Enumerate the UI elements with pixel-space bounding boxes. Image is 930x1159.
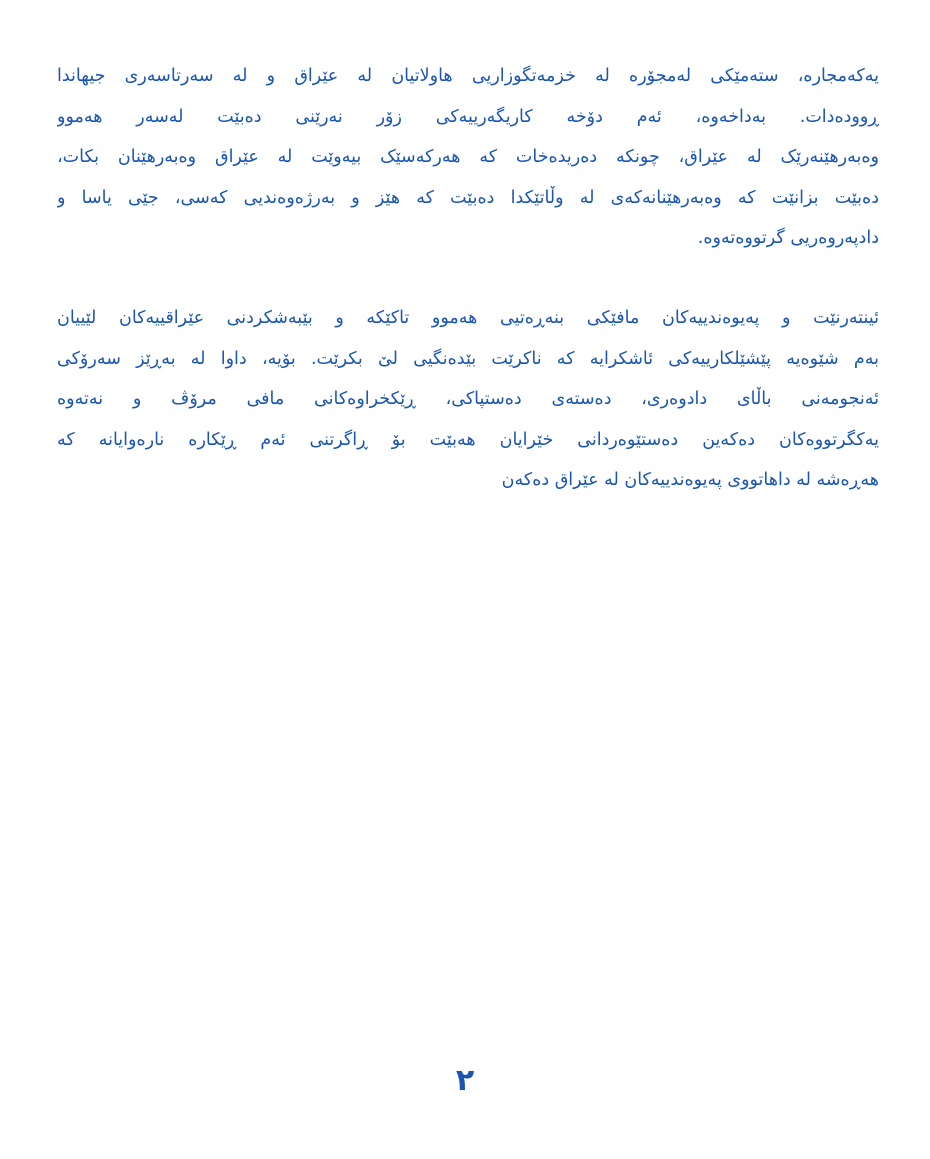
paragraph-2-line-5: هەڕەشە لە داهاتووی پەیوەندییەکان لە عێراق دەکەن [501, 470, 879, 490]
paragraph-1-line-3: وەبەرهێنەرێک لە عێراق، چونکە دەریدەخات کە هەرکەسێک بیەوێت لە عێراق وەبەرهێنان بکات، [57, 147, 879, 167]
paragraph-1-line-4: دەبێت بزانێت کە وەبەرهێنانەکەی لە وڵاتێکدا دەبێت کە هێز و بەرژەوەندیی کەسی، جێی یاسا و [57, 187, 879, 208]
paragraph-1-line-5: دادپەروەریی گرتووەتەوە. [697, 228, 879, 248]
paragraph-2-line-3: ئەنجومەنی باڵای دادوەری، دەستەی دەستپاکی، ڕێکخراوەکانی مافی مرۆڤ و نەتەوە [57, 389, 879, 409]
page-number: ٢ [455, 1063, 475, 1098]
paragraph-1 [57, 56, 879, 259]
paragraph-2 [57, 298, 879, 501]
paragraph-2-line-2: بەم شێوەیە پێشێلکارییەکی ئاشکرایە کە ناکرێت بێدەنگیی لێ بکرێت. بۆیە، داوا لە بەڕێز سەرۆکی [57, 348, 879, 369]
paragraph-1-line-1: یەکەمجارە، ستەمێکی لەمجۆرە لە خزمەتگوزاریی هاولاتیان لە عێراق و لە سەرتاسەری جیهاندا [57, 66, 879, 86]
paragraph-2-line-4: یەکگرتووەکان دەکەین دەستێوەردانی خێرایان هەبێت بۆ ڕاگرتنی ئەم ڕێکارە نارەوایانە کە [57, 429, 879, 450]
paragraph-1-line-2: ڕوودەدات. بەداخەوە، ئەم دۆخە کاریگەرییەکی زۆر نەرێنی دەبێت لەسەر هەموو [57, 106, 879, 127]
paragraph-2-line-1: ئینتەرنێت و پەیوەندییەکان مافێکی بنەڕەتیی هەموو تاکێکە و بێبەشکردنی عێراقییەکان لێییان [57, 308, 879, 328]
paragraph-1-text [57, 56, 879, 259]
paragraph-2-text [57, 298, 879, 501]
